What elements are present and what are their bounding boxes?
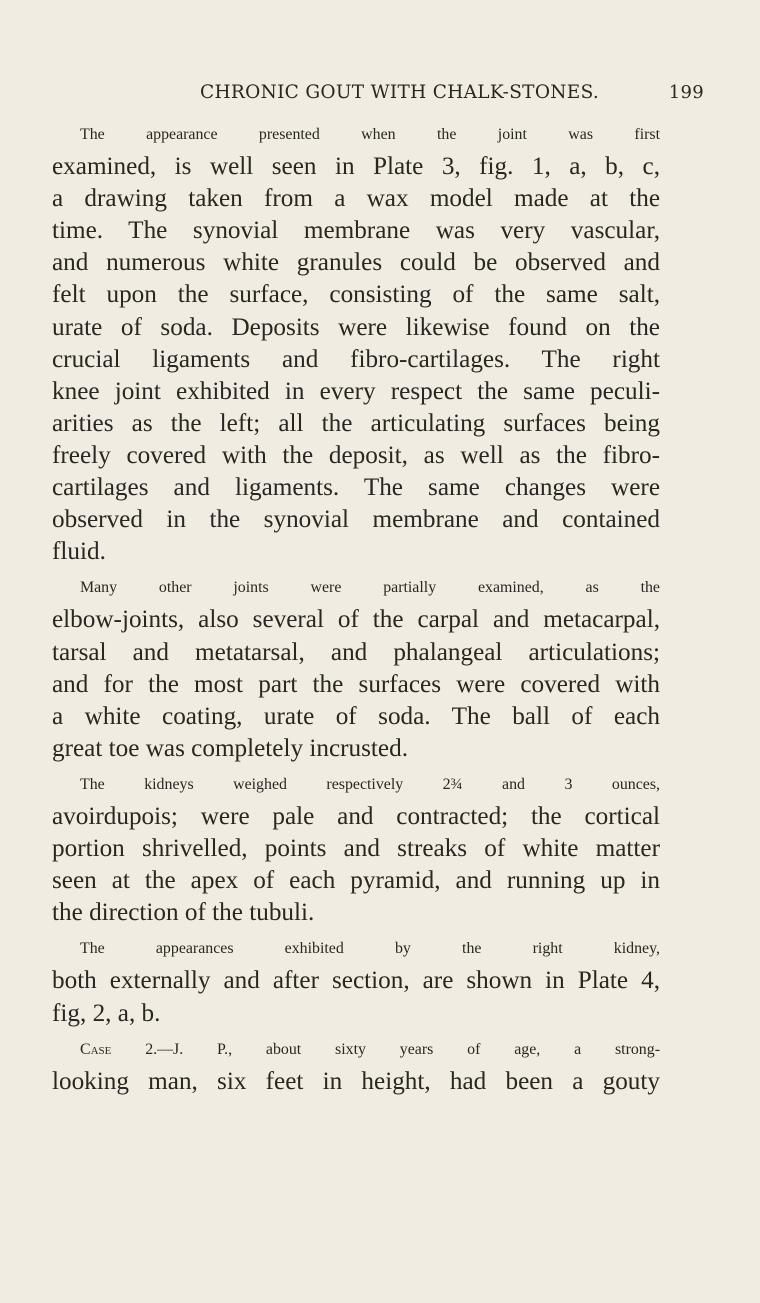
text-line: Many other joints were partially examined, as the: [80, 579, 660, 597]
text-line: tarsal and metatarsal, and phalangeal articulations;: [52, 638, 660, 666]
text-line: knee joint exhibited in every respect the same peculi-: [52, 377, 660, 405]
text-line: urate of soda. Deposits were likewise found on the: [52, 313, 660, 341]
text-line: felt upon the surface, consisting of the same salt,: [52, 281, 660, 309]
text-line: a drawing taken from a wax model made at the: [52, 185, 660, 213]
text-fragment: —J. P., about sixty years of age, a strong-: [157, 1040, 660, 1058]
page-number: 199: [668, 82, 704, 103]
running-title: CHRONIC GOUT WITH CHALK-STONES.: [200, 82, 600, 103]
paragraph-3: [52, 769, 660, 929]
text-line: freely covered with the deposit, as well as the fibro-: [52, 441, 660, 469]
text-line: portion shrivelled, points and streaks of white matter: [52, 835, 660, 863]
page-header: [200, 82, 704, 112]
text-line: The appearance presented when the joint was first: [80, 126, 660, 143]
text-line: fluid.: [52, 538, 106, 566]
text-line: crucial ligaments and fibro-cartilages. The right: [52, 345, 660, 373]
text-line: examined, is well seen in Plate 3, fig. 1, a, b, c,: [52, 153, 660, 181]
text-line: arities as the left; all the articulating surfaces being: [52, 409, 660, 437]
case-label: Case 2.: [80, 1040, 158, 1058]
text-line: The appearances exhibited by the right kidney,: [80, 940, 660, 958]
text-line: seen at the apex of each pyramid, and running up in: [52, 867, 660, 895]
text-line: avoirdupois; were pale and contracted; the cortical: [52, 802, 660, 830]
text-line: elbow-joints, also several of the carpal and metacarpal,: [52, 606, 660, 634]
paragraph-5: [52, 1034, 660, 1098]
body-text: [52, 119, 660, 1098]
paragraph-2: [52, 572, 660, 765]
paragraph-1: [52, 119, 660, 568]
text-line: observed in the synovial membrane and contained: [52, 506, 660, 534]
text-line: fig, 2, a, b.: [52, 999, 161, 1027]
text-line: cartilages and ligaments. The same changes were: [52, 474, 660, 502]
text-line: looking man, six feet in height, had been a gouty: [52, 1067, 660, 1095]
text-line: both externally and after section, are shown in Plate 4,: [52, 967, 660, 995]
text-line: [52, 1034, 660, 1066]
text-line: great toe was completely incrusted.: [52, 734, 408, 762]
text-line: and for the most part the surfaces were covered with: [52, 670, 660, 698]
text-line: a white coating, urate of soda. The ball of each: [52, 702, 660, 730]
text-line: and numerous white granules could be observed and: [52, 249, 660, 277]
text-line: the direction of the tubuli.: [52, 899, 315, 927]
text-line: The kidneys weighed respectively 2¾ and 3 ounces,: [80, 775, 660, 793]
paragraph-4: [52, 933, 660, 1029]
text-line: time. The synovial membrane was very vascular,: [52, 217, 660, 245]
